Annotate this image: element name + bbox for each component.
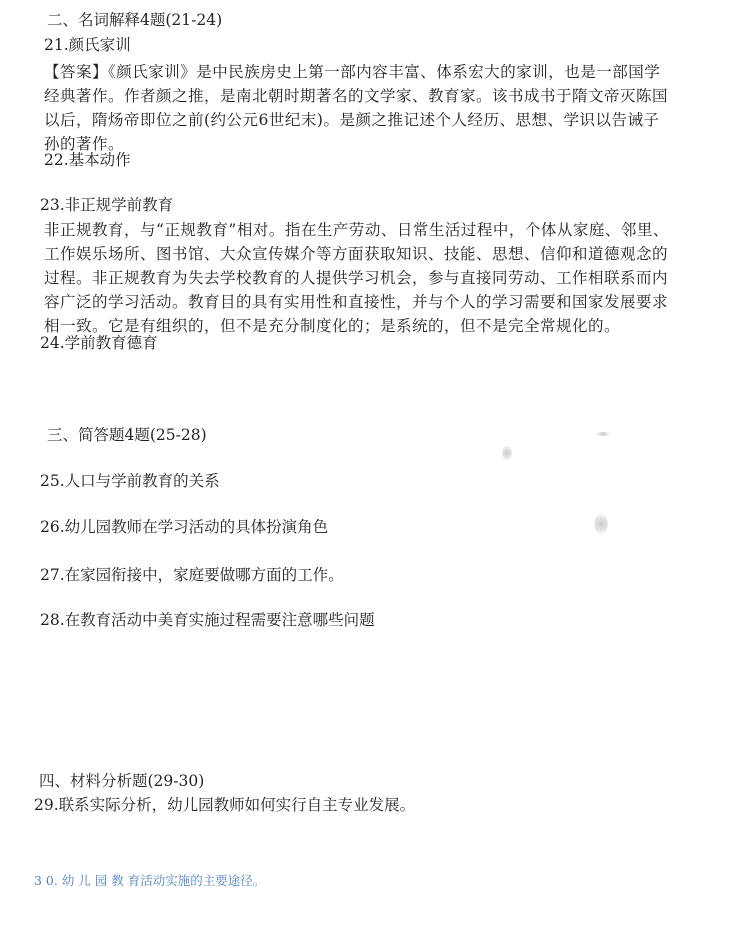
section-4-title: 四、材料分析题(29-30) bbox=[39, 772, 205, 790]
question-27: 27.在家园衔接中，家庭要做哪方面的工作。 bbox=[40, 566, 344, 584]
question-26: 26.幼儿园教师在学习活动的具体扮演角色 bbox=[40, 518, 329, 536]
section-3-title: 三、简答题4题(25-28) bbox=[47, 426, 207, 444]
question-24: 24.学前教育德育 bbox=[40, 334, 158, 352]
answer-21: 【答案】《颜氏家训》是中民族房史上第一部内容丰富、体系宏大的家训，也是一部国学经典著作。作者颜之推，是南北朝时期著名的文学家、教育家。该书成书于隋文帝灭陈国以后，隋炀帝即位之前(约公元6世纪末)。是颜之推记述个人经历、思想、学识以告诫子孙的著作。 bbox=[44, 63, 669, 153]
scan-smudge bbox=[502, 446, 512, 460]
answer-23: 非正规教育，与“正规教育”相对。指在生产劳动、日常生活过程中，个体从家庭、邻里、工作娱乐场所、图书馆、大众宣传媒介等方面获取知识、技能、思想、信仰和道德观念的过程。非正规教育为失去学校教育的人提供学习机会，参与直接同劳动、工作相联系而内容广泛的学习活动。教育目的具有实用性和直接性，并与个人的学习需要和国家发展要求相一致。它是有组织的，但不是充分制度化的；是系统的，但不是完全常规化的。 bbox=[44, 221, 669, 335]
question-28: 28.在教育活动中美育实施过程需要注意哪些问题 bbox=[40, 611, 375, 629]
question-21: 21.颜氏家训 bbox=[44, 36, 131, 54]
question-29: 29.联系实际分析，幼儿园教师如何实行自主专业发展。 bbox=[34, 796, 416, 814]
question-30-footer: 3 0. 幼 儿 园 教 育活动实施的主要途径。 bbox=[34, 873, 266, 888]
scan-smudge bbox=[594, 514, 608, 534]
question-22: 22.基本动作 bbox=[44, 151, 131, 169]
question-23: 23.非正规学前教育 bbox=[40, 196, 174, 214]
question-25: 25.人口与学前教育的关系 bbox=[40, 472, 220, 490]
scan-smudge bbox=[596, 432, 610, 436]
section-2-title: 二、名词解释4题(21-24) bbox=[47, 11, 223, 29]
